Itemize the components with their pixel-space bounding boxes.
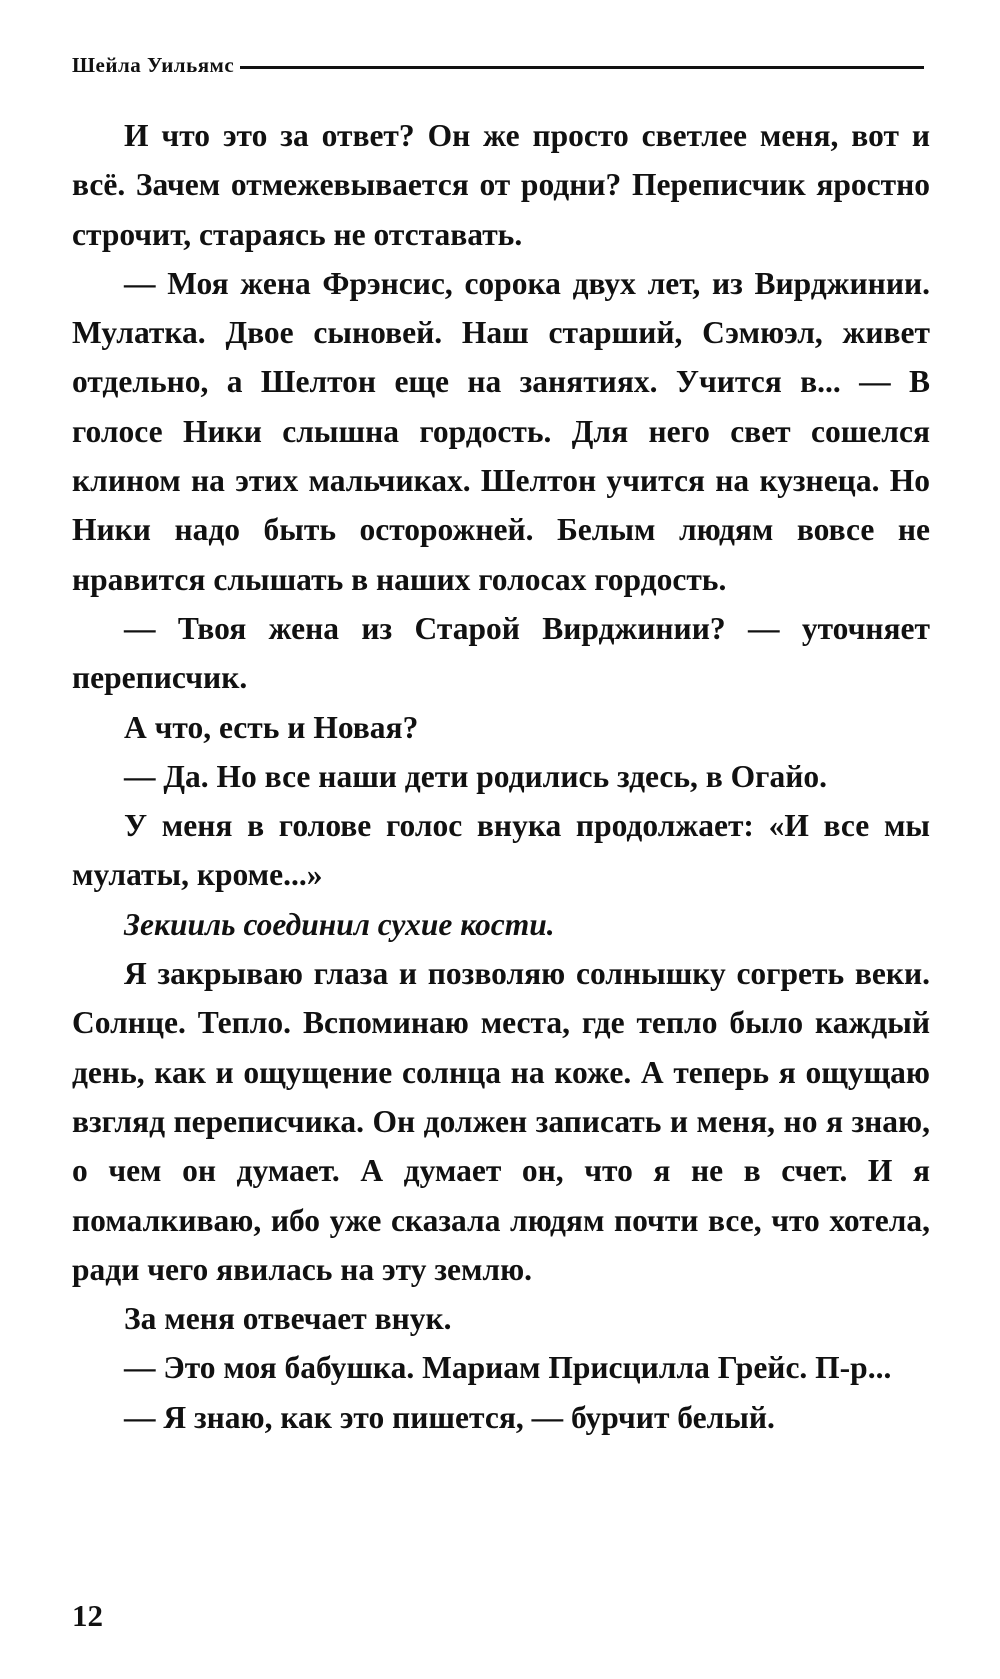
paragraph: А что, есть и Новая? xyxy=(124,709,419,745)
paragraph: — Да. Но все наши дети родились здесь, в Огайо. xyxy=(124,758,827,794)
paragraph: Я закрываю глаза и позволяю солнышку согреть веки. Солнце. Тепло. Вспоминаю места, где тепло было каждый день, как и ощущение солнца на коже. А теперь я ощущаю взгляд переписчика. Он должен записать и меня, но я знаю, о чем он думает. А думает он, что я не в счет. И я помалкиваю, ибо уже сказала людям почти все, что хотела, ради чего явилась на эту землю. xyxy=(72,956,930,1287)
paragraph: — Твоя жена из Старой Вирджинии? — уточняет переписчик. xyxy=(72,610,930,696)
paragraph: За меня отвечает внук. xyxy=(124,1301,452,1337)
paragraph: — Моя жена Фрэнсис, сорока двух лет, из Вирджинии. Мулатка. Двое сыновей. Наш старший, Сэмюэл, живет отдельно, а Шелтон еще на занятиях. Учится в... — В голосе Ники слышна гордость. Для него свет сошелся клином на этих мальчиках. Шелтон учится на кузнеца. Но Ники надо быть осторожней. Белым людям вовсе не нравится слышать в наших голосах гордость. xyxy=(72,265,930,597)
paragraph: — Я знаю, как это пишется, — бурчит белый. xyxy=(124,1399,775,1435)
header-rule xyxy=(240,66,924,69)
paragraph: И что это за ответ? Он же просто светлее меня, вот и всё. Зачем отмежевывается от родни? Переписчик яростно строчит, стараясь не отставать. xyxy=(72,118,930,252)
body-text xyxy=(72,111,930,1442)
page-number: 12 xyxy=(72,1598,103,1633)
paragraph: У меня в голове голос внука продолжает: «И все мы мулаты, кроме...» xyxy=(72,808,930,893)
running-head: Шейла Уильямс xyxy=(72,52,235,77)
page-header xyxy=(72,50,924,80)
italic-paragraph: Зекииль соединил сухие кости. xyxy=(124,906,555,942)
paragraph: — Это моя бабушка. Мариам Присцилла Грейс. П-р... xyxy=(124,1350,892,1386)
